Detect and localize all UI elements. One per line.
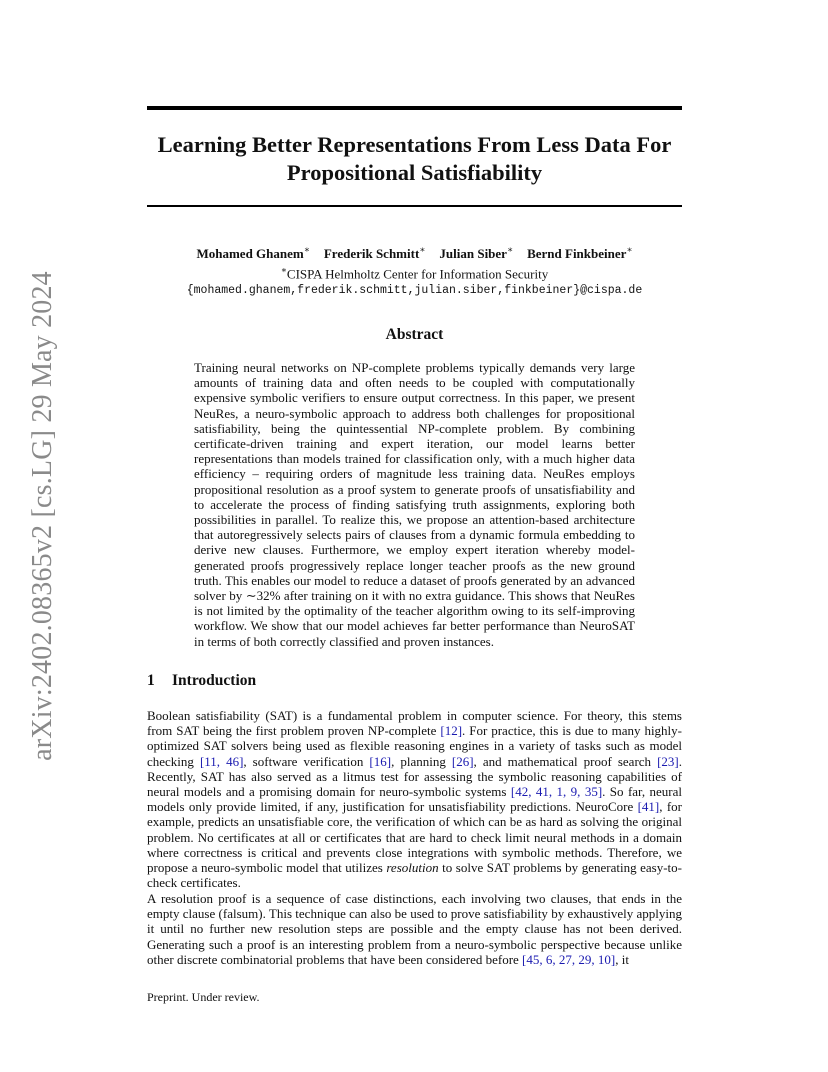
paragraph-text: . Recently, SAT has also served as a litmus test for assessing the symbolic reasoning capabilities of neural models and a promising domain for neuro-symbolic systems [147, 753, 682, 800]
paragraph-text: . So far, neural models only provide limited, if any, justification for unsatisfiability predictions. NeuroCore [147, 784, 682, 815]
author-list [147, 242, 682, 262]
section-heading-introduction [147, 672, 256, 690]
citation-link[interactable]: [42, 41, 1, 9, 35] [510, 784, 603, 800]
intro-paragraph-1 [147, 708, 682, 890]
paper-title: Learning Better Representations From Less Data For Propositional Satisfiability [157, 132, 672, 185]
paragraph-text: A resolution proof is a sequence of case distinctions, each involving two clauses, that ends in the empty clause (falsum). This technique can also be used to prove satisfiability by exhaustively applying it until no further new resolution steps are possible and the empty clause has not been derived. Generating such a proof is an interesting problem from a neuro-symbolic perspective because unlike other discrete combinatorial problems that have been considered before [147, 891, 682, 967]
emphasis-text: resolution [386, 860, 439, 876]
citation-link[interactable]: [11, 46] [199, 753, 244, 769]
title-top-rule [147, 106, 682, 110]
abstract-heading: Abstract [385, 326, 444, 343]
author-emails: {mohamed.ghanem,frederik.schmitt,julian.siber,finkbeiner}@cispa.de [186, 283, 643, 297]
author-name: Frederik Schmitt∗ [323, 245, 426, 262]
author-block [147, 242, 682, 299]
paragraph-text: to solve SAT problems by generating easy-to-check certificates. [147, 860, 682, 891]
section-number: 1 [147, 672, 155, 689]
arxiv-identifier: arXiv:2402.08365v2 [cs.LG] 29 May 2024 [27, 271, 58, 761]
paragraph-text: , and mathematical proof search [473, 753, 658, 769]
citation-link[interactable]: [23] [657, 753, 679, 769]
paragraph-text: Boolean satisfiability (SAT) is a fundamental problem in computer science. For theory, this stems from SAT being the first problem proven NP-complete [147, 708, 682, 739]
paragraph-text: , software verification [243, 753, 370, 769]
citation-link[interactable]: [45, 6, 27, 29, 10] [522, 951, 616, 967]
affiliation: ∗CISPA Helmholtz Center for Information Security [280, 265, 549, 282]
citation-link[interactable]: [12] [440, 723, 463, 739]
author-name: Mohamed Ghanem∗ [196, 245, 310, 262]
title-bottom-rule [147, 205, 682, 207]
footer-note: Preprint. Under review. [147, 990, 260, 1004]
paragraph-text: , it [615, 951, 629, 967]
section-title: Introduction [172, 672, 257, 689]
author-name: Julian Siber∗ [439, 245, 514, 262]
citation-link[interactable]: [41] [637, 799, 660, 815]
citation-link[interactable]: [16] [369, 753, 392, 769]
abstract-text: Training neural networks on NP-complete problems typically demands very large amounts of training data and often needs to be coupled with computationally expensive symbolic verifiers to ensure output correctness. In this paper, we present NeuRes, a neuro-symbolic approach to address both challenges for propositional satisfiability, being the quintessential NP-complete problem. By combining certificate-driven training and expert iteration, our model learns better representations than models trained for classification only, with a much higher data efficiency – requiring orders of magnitude less training data. NeuRes employs propositional resolution as a proof system to generate proofs of unsatisfiability and to accelerate the process of finding satisfying truth assignments, exploring both possibilities in parallel. To realize this, we propose an attention-based architecture that autoregressively selects pairs of clauses from a dynamic formula embedding to derive new clauses. Furthermore, we employ expert iteration whereby model-generated proofs progressively replace longer teacher proofs as the new ground truth. This enables our model to reduce a dataset of proofs generated by an advanced solver by ∼32% after training on it with no extra guidance. This shows that NeuRes is not limited by the optimality of the teacher algorithm owing to its self-improving workflow. We show that our model achieves far better performance than NeuroSAT in terms of both correctly classified and proven instances. [194, 360, 635, 649]
author-name: Bernd Finkbeiner∗ [527, 245, 633, 262]
paragraph-text: , planning [391, 753, 452, 769]
paragraph-text: . For practice, this is due to many highly-optimized SAT solvers being used as flexible reasoning engines in a variety of tasks such as model checking [147, 723, 683, 769]
citation-link[interactable]: [26] [451, 753, 474, 769]
intro-paragraph-2 [147, 891, 682, 967]
paragraph-text: , for example, predicts an unsatisfiable core, the verification of which can be as hard as solving the original problem. No certificates at all or certificates that are hard to check limit neural methods in a domain where correctness is critical and prevents close integrations with symbolic methods. Therefore, we propose a neuro-symbolic model that utilizes [147, 799, 682, 876]
